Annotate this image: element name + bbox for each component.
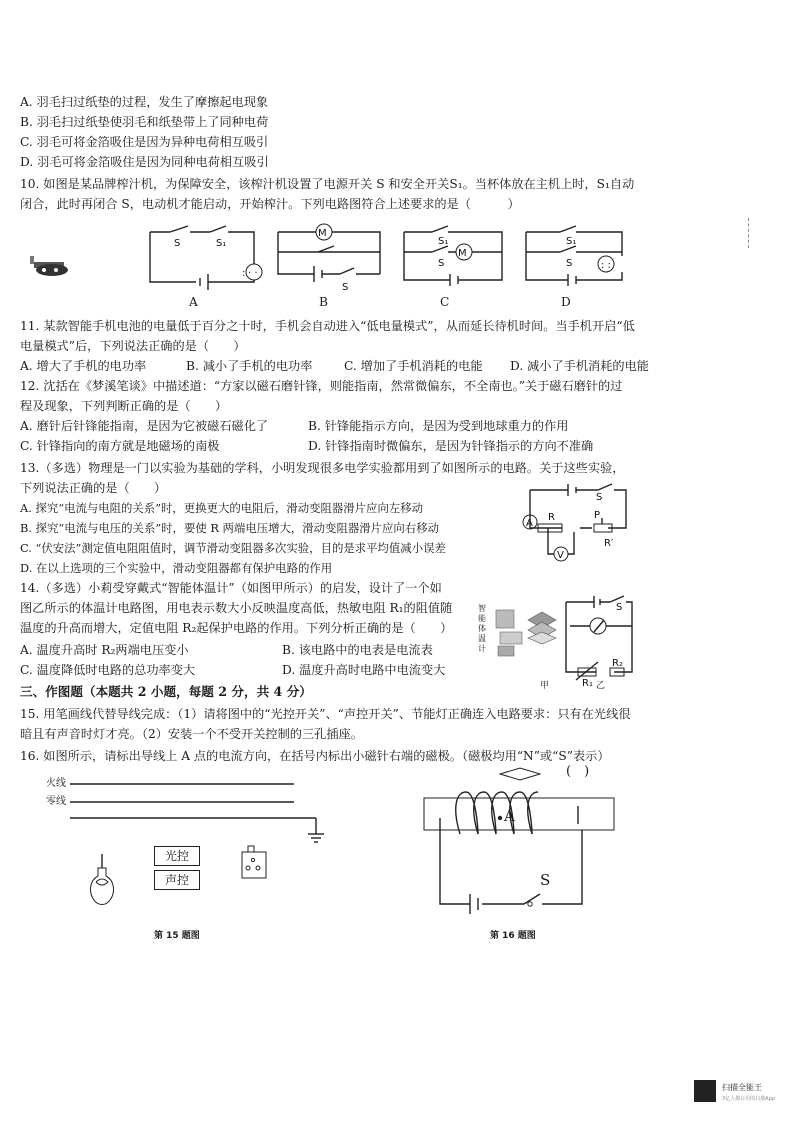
q13-stem-line1: 13.（多选）物理是一门以实验为基础的学科，小明发现很多电学实验都用到了如图所示的电路。关于这些实验， (20, 461, 625, 475)
q12-option-a: A. 磨针后针锋能指南，是因为它被磁石磁化了 (20, 419, 269, 433)
q14-option-c: C. 温度降低时电路的总功率变大 (20, 663, 196, 677)
q13-rheostat-label: R′ (604, 538, 614, 549)
q10b-motor-label: M (318, 228, 327, 239)
scanner-subtitle: 3亿人都在用的扫描App (722, 1096, 775, 1102)
q9-option-d: D. 羽毛可将金箔吸住是因为同种电荷相互吸引 (20, 155, 269, 169)
q13-switch-label: S (596, 492, 603, 503)
q10-label-d: D (561, 295, 571, 309)
q10b-switch-s-label: S (342, 282, 349, 293)
q14-stem-line3: 温度的升高而增大，定值电阻 R₂起保护电路的作用。下列分析正确的是（ ） (20, 621, 453, 635)
q11-option-d: D. 减小了手机消耗的电能 (510, 359, 649, 373)
q10-circuit-d (526, 224, 626, 286)
q16-switch-label: S (540, 871, 551, 889)
q16-figure (420, 768, 620, 918)
q11-option-a: A. 增大了手机的电功率 (20, 359, 147, 373)
q15-stem-line1: 15. 用笔画线代替导线完成：（1）请将图中的“光控开关”、“声控开关”、节能灯正确连入电路要求：只有在光线很 (20, 707, 631, 721)
svg-text:: :: : : (601, 260, 611, 271)
q14-chip-figure (524, 610, 558, 646)
q16-bracket: ( ) (566, 764, 590, 779)
q12-stem-line2: 程及现象，下列判断正确的是（ ） (20, 399, 228, 413)
q10-label-a: A (189, 295, 198, 309)
q14-fig-jia: 甲 (540, 681, 550, 691)
q10c-switch-s-label: S (438, 258, 445, 269)
q13-option-a: A. 探究“电流与电阻的关系”时，更换更大的电阻后，滑动变阻器滑片应向左移动 (20, 501, 424, 515)
q12-option-c: C. 针锋指向的南方就是地磁场的南极 (20, 439, 220, 453)
q15-caption: 第 15 题图 (154, 931, 200, 941)
q10-circuit-c (404, 224, 504, 286)
q14-option-d: D. 温度升高时电路中电流变大 (282, 663, 446, 677)
q10d-switch-s1-label: S₁ (566, 236, 577, 247)
q10a-bulb-label: · · (248, 268, 258, 279)
q14-device-figure (494, 606, 524, 658)
scanner-brand: 扫描全能王 (722, 1083, 762, 1092)
q11-stem-line2: 电量模式”后，下列说法正确的是（ ） (20, 339, 246, 353)
q14-device-text: 智能体温计 (478, 604, 486, 653)
q13-slider-label: P (594, 510, 601, 521)
q14-stem-line1: 14.（多选）小莉受穿戴式“智能体温计”（如图甲所示）的启发，设计了一个如 (20, 581, 442, 595)
q15-neutral-wire-label: 零线 (46, 796, 66, 807)
q12-option-b: B. 针锋能指示方向，是因为受到地球重力的作用 (308, 419, 569, 433)
q13-option-c: C. “伏安法”测定值电阻阻值时，调节滑动变阻器多次实验，目的是求平均值减小误差 (20, 541, 446, 555)
q11-option-c: C. 增加了手机消耗的电能 (344, 359, 483, 373)
q14-circuit-yi (560, 596, 640, 689)
q14-option-b: B. 该电路中的电表是电流表 (282, 643, 433, 657)
sound-control-box: 声控 (154, 870, 200, 890)
q13-option-b: B. 探究“电流与电压的关系”时，要使 R 两端电压增大，滑动变阻器滑片应向右移动 (20, 521, 439, 535)
q14-stem-line2: 图乙所示的体温计电路图，用电表示数大小反映温度高低，热敏电阻 R₁的阻值随 (20, 601, 453, 615)
q14-fig-yi: 乙 (596, 681, 606, 691)
q14-switch-label: S (616, 602, 623, 613)
q9-option-b: B. 羽毛扫过纸垫使羽毛和纸垫带上了同种电荷 (20, 115, 269, 129)
q12-stem-line1: 12. 沈括在《梦溪笔谈》中描述道：“方家以磁石磨针锋，则能指南，然常微偏东，不全南也。”关于磁石磨针的过 (20, 379, 623, 393)
q14-option-a: A. 温度升高时 R₂两端电压变小 (20, 643, 189, 657)
q9-option-c: C. 羽毛可将金箔吸住是因为异种电荷相互吸引 (20, 135, 269, 149)
q10-circuit-a (150, 224, 260, 286)
svg-text::: : (242, 268, 246, 279)
q15-stem-line2: 暗且有声音时灯才亮。（2）安装一个不受开关控制的三孔插座。 (20, 727, 363, 741)
q11-stem-line1: 11. 某款智能手机电池的电量低于百分之十时，手机会自动进入“低电量模式”，从而延长待机时间。当手机开启“低 (20, 319, 635, 333)
q10-label-b: B (319, 295, 328, 309)
q15-live-wire-label: 火线 (46, 778, 66, 789)
juicer-figure (30, 244, 76, 284)
q13-circuit (518, 484, 638, 574)
q15-figure (70, 780, 330, 930)
q12-option-d: D. 针锋指南时微偏东，是因为针锋指示的方向不准确 (308, 439, 594, 453)
q10-circuit-b (278, 224, 382, 293)
q16-stem: 16. 如图所示，请标出导线上 A 点的电流方向，在括号内标出小磁针右端的磁极。（磁极均用“N”或“S”表示） (20, 749, 610, 763)
q13-ammeter-label: A (526, 518, 533, 529)
q16-point-a-label: A (504, 807, 515, 825)
q16-caption: 第 16 题图 (490, 931, 536, 941)
q10-stem-line2: 闭合，此时再闭合 S，电动机才能启动，开始榨汁。下列电路图符合上述要求的是（ ） (20, 197, 520, 211)
q10c-switch-s1-label: S₁ (438, 236, 449, 247)
q10d-switch-s-label: S (566, 258, 573, 269)
q10c-motor-label: M (458, 248, 467, 259)
q13-resistor-label: R (548, 512, 555, 523)
juicer-icon (30, 244, 76, 284)
section-3-heading: 三、作图题（本题共 2 小题，每题 2 分，共 4 分） (20, 684, 312, 699)
q10-stem-line1: 10. 如图是某品牌榨汁机，为保障安全，该榨汁机设置了电源开关 S 和安全开关S₁。当杯体放在主机上时，S₁自动 (20, 177, 635, 191)
q13-voltmeter-label: V (557, 550, 564, 561)
q11-option-b: B. 减小了手机的电功率 (186, 359, 313, 373)
light-control-box: 光控 (154, 846, 200, 866)
q14-r2-label: R₂ (612, 658, 623, 669)
q13-stem-line2: 下列说法正确的是（ ） (20, 481, 167, 495)
q9-option-a: A. 羽毛扫过纸垫的过程，发生了摩擦起电现象 (20, 95, 269, 109)
qr-code (694, 1080, 716, 1102)
compass-needle-icon (500, 768, 540, 780)
q14-r1-label: R₁ (582, 678, 593, 689)
margin-dash (748, 218, 751, 248)
q10-label-c: C (440, 295, 450, 309)
q13-option-d: D. 在以上选项的三个实验中，滑动变阻器都有保护电路的作用 (20, 561, 333, 575)
q10a-switch-s-label: S (174, 238, 181, 249)
q10a-switch-s1-label: S₁ (216, 238, 227, 249)
